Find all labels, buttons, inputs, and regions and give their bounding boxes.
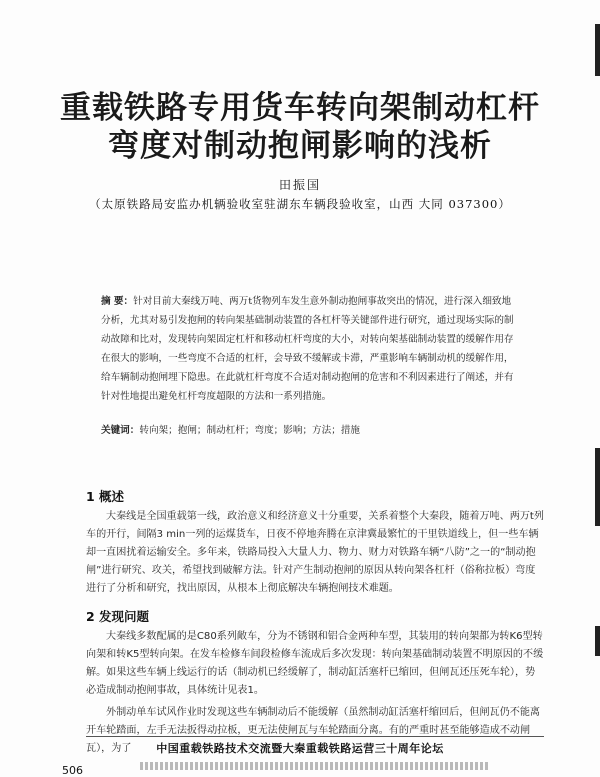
paragraph-text: 大秦线是全国重载第一线，政治意义和经济意义十分重要，关系着整个大秦段，随着万吨、两万t列车的开行，间隔3 min一列的运煤货车，日夜不停地奔腾在京津冀最繁忙的干里铁道线上，但一些车辆却一直困扰着运输安全。多年来，铁路局投入大量人力、物力、财力对铁路车辆“八防”之一的“制动抱闸”进行研究、攻关，希望找到破解方法。针对产生制动抱闸的原因从转向架各杠杆（俗称拉板）弯度进行了分析和研究，找出原因，从根本上彻底解决车辆抱闸技术难题。 [86,511,544,594]
paragraph-text: 外制动单车试风作业时发现这些车辆制动后不能缓解（虽然制动缸活塞杆缩回后，但闸瓦仍不能离开车轮踏面，左手无法扳得动拉板，更无法使闸瓦与车轮踏面分离。有的严重时甚至能够造成不动闸瓦），为了 [86,707,541,754]
keywords-label: 关键词： [101,425,140,436]
author-affiliation: （太原铁路局安监办机辆验收室驻湖东车辆段验收室，山西 大同 037300） [89,197,511,211]
keywords-text: 转向架；抱闸；制动杠杆；弯度；影响；方法；措施 [139,425,361,436]
paragraph-text: 大秦线多数配属的是C80系列敞车，分为不锈钢和铝合金两种车型，其装用的转向架都为转K6型转向架和转K5型转向架。在发车检修车间段检修车流成后多次发现：转向架基础制动装置不明原因的不缓解。如果这些车辆上线运行的话（制动机已经缓解了，制动缸活塞杆已缩回，但闸瓦还压死车轮），势必造成制动抱闸事故，具体统计见表1。 [86,631,544,696]
page-number: 506 [62,764,83,777]
section-heading-overview: 1 概述 [86,489,125,504]
scan-edge-mark [595,24,600,76]
scan-edge-mark [595,626,600,656]
paper-title-line-1: 重载铁路专用货车转向架制动杠杆 [60,90,540,126]
abstract-label: 摘 要： [101,296,134,307]
conference-footer-title: 中国重载铁路技术交流暨大秦重载铁路运营三十周年论坛 [156,742,444,755]
scan-edge-mark [595,448,600,526]
abstract-text: 针对目前大秦线万吨、两万t货物列车发生意外制动抱闸事故突出的情况，进行深入细致地分析，尤其对易引发抱闸的转向架基础制动装置的各杠杆等关键部件进行研究，通过现场实际的制动故障和比对，发现转向架固定杠杆和移动杠杆弯度的大小，对转向架基础制动装置的缓解作用存在很大的影响，一些弯度不合适的杠杆，会导致不缓解或卡滞，严重影响车辆制动机的缓解作用，给车辆制动抱闸埋下隐患。在此就杠杆弯度不合适对制动抱闸的危害和不利因素进行了阐述，并有针对性地提出避免杠杆弯度超限的方法和一系列措施。 [101,296,514,402]
footer-blurred-subtitle [140,762,490,770]
paper-title-line-2: 弯度对制动抱闸影响的浅析 [108,128,492,164]
section-paragraph [86,508,544,598]
section-paragraph [86,628,544,700]
footer-divider [86,736,544,737]
section-heading-problem: 2 发现问题 [86,609,150,624]
abstract [101,292,515,406]
author-name: 田振国 [278,178,321,192]
keywords [101,424,515,438]
